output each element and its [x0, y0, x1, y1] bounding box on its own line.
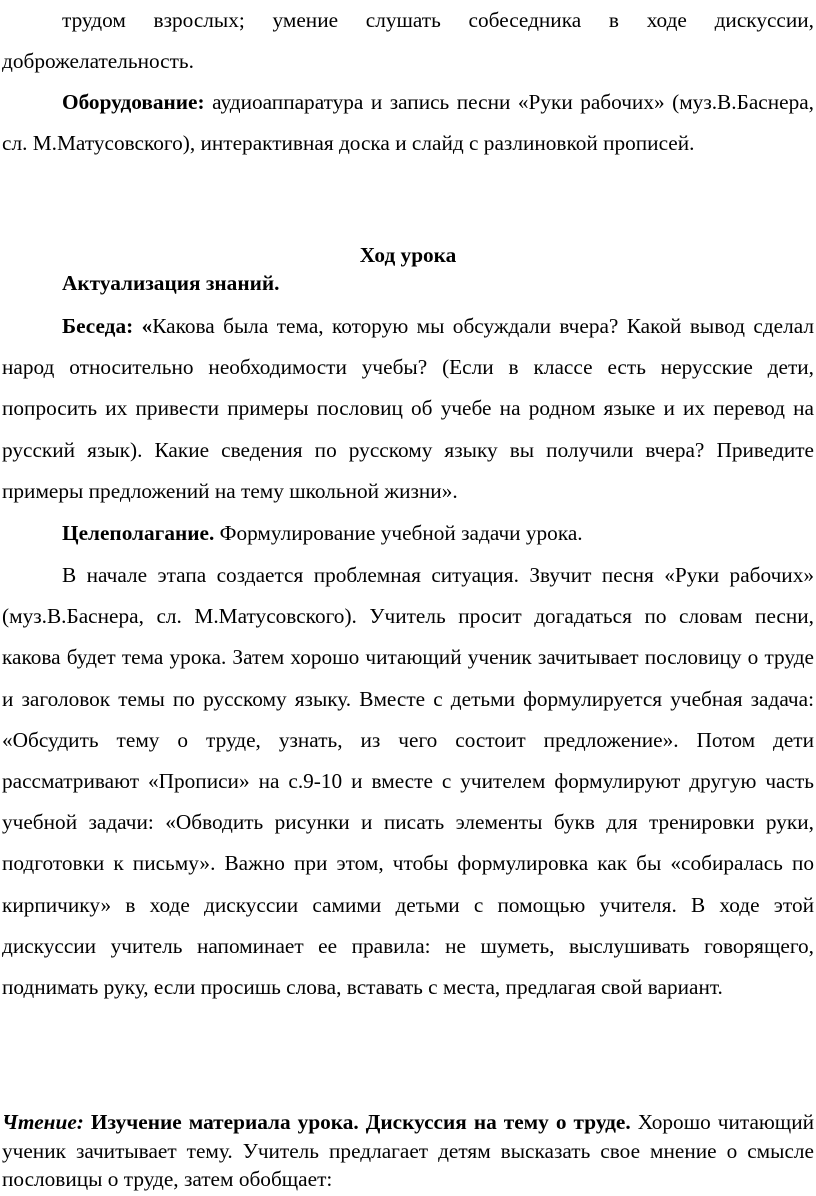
problem-situation-text: В начале этапа создается проблемная ситуация. Звучит песня «Руки рабочих» (муз.В.Баснера, сл. М.Матусовского). Учитель просит догадаться по словам песни, какова будет тема урока. Затем хорошо читающий ученик зачитывает пословицу о труде и заголовок темы по русскому языку. Вместе с детьми формулируется учебная задача: «Обсудить тему о труде, узнать, из чего состоит предложение». Потом дети рассматривают «Прописи» на с.9-10 и вместе с учителем формулируют другую часть учебной задачи: «Обводить рисунки и писать элементы букв для тренировки руки, подготовки к письму». Важно при этом, чтобы формулировка как бы «собиралась по кирпичику» в ходе дискуссии самими детьми с помощью учителя. В ходе этой дискуссии учитель напоминает ее правила: не шуметь, выслушивать говорящего, поднимать руку, если просишь слова, вставать с места, предлагая свой вариант.	[2, 563, 814, 1000]
reading-text: Хорошо читающий ученик зачитывает тему. Учитель предлагает детям высказать свое мнение о смысле пословицы о труде, затем обобщает:	[2, 1110, 815, 1191]
conversation-label: Беседа: «	[62, 314, 153, 338]
paragraph-reading	[2, 1108, 814, 1194]
heading-lesson-course: Ход урока	[359, 243, 457, 267]
goals-text: трудом взрослых; умение слушать собеседника в ходе дискуссии, доброжелательность.	[2, 8, 814, 74]
reading-label: Чтение:	[2, 1110, 84, 1134]
reading-topic: Изучение материала урока. Дискуссия на тему о труде.	[83, 1110, 631, 1134]
goal-setting-text: Формулирование учебной задачи урока.	[214, 521, 583, 545]
conversation-text: Какова была тема, которую мы обсуждали вчера? Какой вывод сделал народ относительно необходимости учебы? (Если в классе есть нерусские дети, попросить их привести примеры пословиц об учебе на родном языке и их перевод на русский язык). Какие сведения по русскому языку вы получили вчера? Приведите примеры предложений на тему школьной жизни».	[2, 314, 814, 503]
paragraph-goal-setting	[2, 513, 814, 554]
paragraph-problem-situation	[2, 555, 814, 1008]
equipment-label: Оборудование:	[62, 90, 205, 114]
goal-setting-label: Целеполагание.	[62, 521, 215, 545]
paragraph-conversation	[2, 306, 814, 512]
equipment-text: аудиоаппаратура и запись песни «Руки рабочих» (муз.В.Баснера, сл. М.Матусовского), интерактивная доска и слайд с разлиновкой прописей.	[2, 90, 814, 156]
heading-actualization: Актуализация знаний.	[62, 271, 280, 295]
paragraph-goals-end	[2, 0, 814, 82]
paragraph-equipment	[2, 82, 814, 164]
